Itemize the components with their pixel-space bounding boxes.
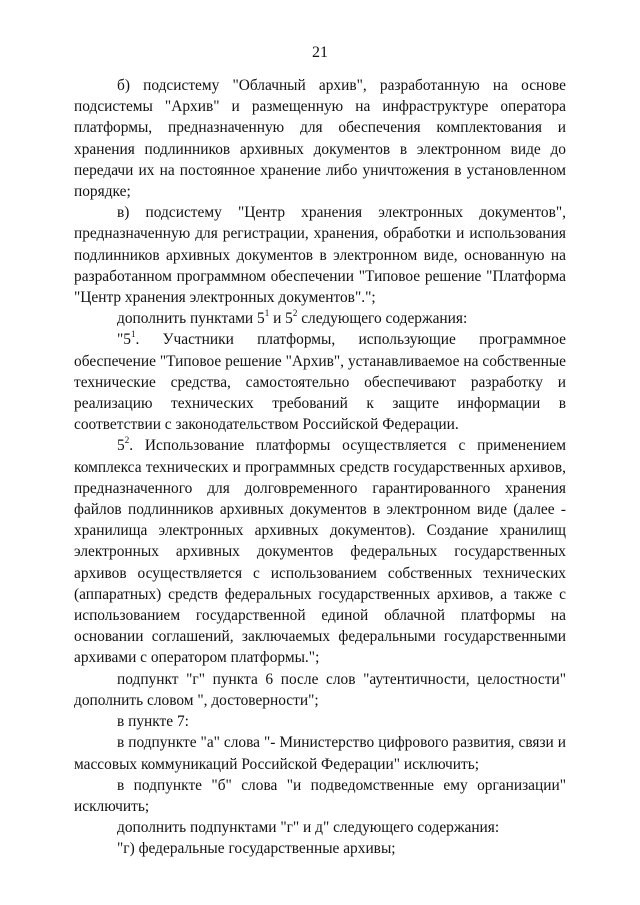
text-fragment: дополнить пунктами 5 <box>117 310 265 328</box>
document-body <box>74 75 566 860</box>
paragraph-subpoint-b: в подпункте "б" слова "и подведомственные ему организации" исключить; <box>74 776 566 815</box>
text-fragment: и 5 <box>269 310 293 328</box>
paragraph-add-points <box>74 308 566 329</box>
paragraph-b-cloud-archive: б) подсистему "Облачный архив", разработанную на основе подсистемы "Архив" и размещенную на инфраструктуре оператора платформы, предназначенную для обеспечения комплектования и хранения подлинников архивных документов в электронном виде до передачи их на постоянное хранение либо уничтожения в установленном порядке; <box>74 77 566 201</box>
superscript: 1 <box>264 308 270 319</box>
paragraph-v-storage-center: в) подсистему "Центр хранения электронных документов", предназначенную для регистрации, хранения, обработки и использования подлинников архивных документов в электронном виде, основанную на разработанном программном обеспечении "Типовое решение "Платформа "Центр хранения электронных документов"."; <box>74 204 566 307</box>
paragraph-in-point-7: в пункте 7: <box>117 713 189 731</box>
superscript: 2 <box>292 308 298 319</box>
superscript: 1 <box>130 329 136 340</box>
paragraph-add-subpoints: дополнить подпунктами "г" и д" следующего содержания: <box>117 819 500 837</box>
superscript: 2 <box>124 435 130 446</box>
text-fragment: следующего содержания: <box>297 310 468 328</box>
paragraph-subpoint-g: подпункт "г" пункта 6 после слов "аутентичности, целостности" дополнить словом ", достоверности"; <box>74 670 566 709</box>
text-fragment: . Использование платформы осуществляется с применением комплекса технических и программных средств государственных архивов, предназначенного для долговременного гарантированного хранения файлов подлинников архивных документов в электронном виде (далее - хранилища электронных архивных документов). Создание хранилищ электронных архивных документов федеральных государственных архивов осуществляется с использованием собственных технических (аппаратных) средств федеральных государственных архивов, а также с использованием государственной единой облачной платформы на основании соглашений, заключаемых федеральными государственными архивами с оператором платформы."; <box>74 437 566 667</box>
paragraph-point-5-2 <box>74 435 566 668</box>
paragraph-subpoint-a: в подпункте "а" слова "- Министерство цифрового развития, связи и массовых коммуникаций Российской Федерации" исключить; <box>74 734 566 773</box>
text-fragment: "5 <box>117 331 131 349</box>
paragraph-federal-archives: "г) федеральные государственные архивы; <box>117 840 396 858</box>
text-fragment: . Участники платформы, использующие программное обеспечение "Типовое решение "Архив", устанавливаемое на собственные технические средства, самостоятельно обеспечивают разработку и реализацию технических требований к защите информации в соответствии с законодательством Российской Федерации. <box>74 331 566 434</box>
text-fragment: 5 <box>117 437 125 455</box>
paragraph-point-5-1 <box>74 329 566 435</box>
page-number: 21 <box>312 44 328 61</box>
